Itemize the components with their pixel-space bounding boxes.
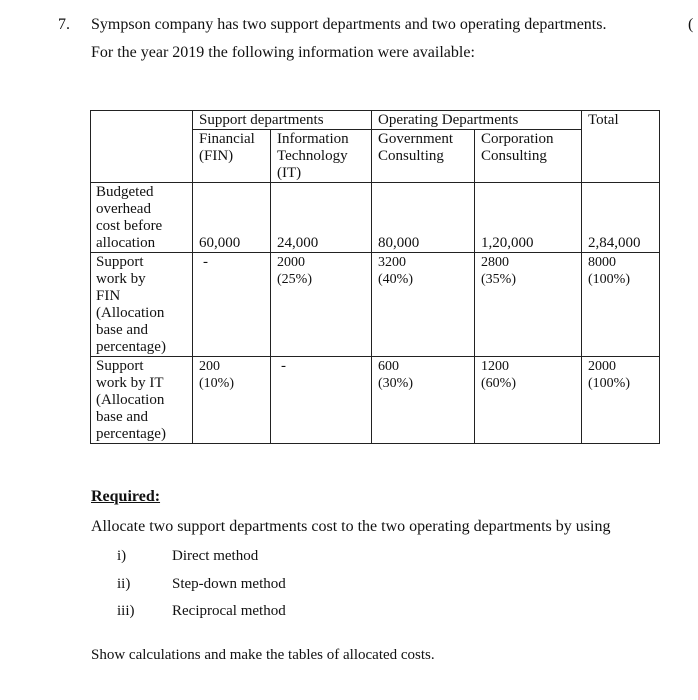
amount: 2800 xyxy=(481,255,510,270)
it-header xyxy=(271,130,372,183)
fin-header-line1: Financial xyxy=(199,131,255,147)
closing-instruction: Show calculations and make the tables of allocated costs. xyxy=(91,647,435,663)
amount: 3200 xyxy=(378,255,407,270)
method-label: Step-down method xyxy=(172,576,286,592)
amount: 2000 xyxy=(277,255,305,270)
row-label-line: percentage) xyxy=(96,339,166,355)
amount: 1200 xyxy=(481,359,510,374)
support-departments-header: Support departments xyxy=(193,111,372,130)
method-number: i) xyxy=(117,548,127,564)
row-label-line: allocation xyxy=(96,235,156,251)
row-label-line: work by IT xyxy=(96,375,164,391)
it-support-it-cell xyxy=(271,357,372,444)
row-label-line: Support xyxy=(96,254,144,270)
budgeted-overhead-label xyxy=(91,183,193,253)
it-header-line2: Technology xyxy=(277,148,348,164)
budgeted-gov-cell: 80,000 xyxy=(372,183,475,253)
fin-support-fin-cell xyxy=(193,253,271,357)
fin-support-row xyxy=(91,253,660,357)
row-label-line: overhead xyxy=(96,201,151,217)
fin-header-line2: (FIN) xyxy=(199,148,234,164)
row-label-line: cost before xyxy=(96,218,163,234)
percentage: (30%) xyxy=(378,376,414,391)
budgeted-fin-cell: 60,000 xyxy=(193,183,271,253)
method-number: ii) xyxy=(117,576,131,592)
row-label-line: percentage) xyxy=(96,426,166,442)
percentage: (60%) xyxy=(481,376,517,391)
fin-support-total-cell xyxy=(582,253,660,357)
row-label-line: work by xyxy=(96,271,146,287)
it-support-corp-cell xyxy=(475,357,582,444)
corp-header-line2: Consulting xyxy=(481,148,547,164)
it-support-total-cell xyxy=(582,357,660,444)
amount: 2000 xyxy=(588,359,617,374)
fin-header xyxy=(193,130,271,183)
corp-header xyxy=(475,130,582,183)
budgeted-corp-cell: 1,20,000 xyxy=(475,183,582,253)
question-number: 7. xyxy=(58,16,70,33)
amount: 8000 xyxy=(588,255,617,270)
gov-header xyxy=(372,130,475,183)
percentage: (10%) xyxy=(199,376,234,391)
row-label-line: Support xyxy=(96,358,144,374)
it-support-gov-cell xyxy=(372,357,475,444)
budgeted-total-cell: 2,84,000 xyxy=(582,183,660,253)
percentage: (100%) xyxy=(588,272,631,287)
row-label-line: base and xyxy=(96,409,149,425)
cut-off-character: ( xyxy=(688,16,694,33)
header-row-groups xyxy=(91,111,660,130)
row-label-line: Budgeted xyxy=(96,184,154,200)
percentage: (35%) xyxy=(481,272,517,287)
fin-support-corp-cell xyxy=(475,253,582,357)
required-heading: Required: xyxy=(91,488,161,505)
it-support-label xyxy=(91,357,193,444)
percentage: (40%) xyxy=(378,272,414,287)
operating-departments-header: Operating Departments xyxy=(372,111,582,130)
method-label: Direct method xyxy=(172,548,259,564)
row-label-line: FIN xyxy=(96,288,121,304)
percentage: (25%) xyxy=(277,272,312,287)
fin-support-it-cell xyxy=(271,253,372,357)
row-label-line: (Allocation xyxy=(96,392,165,408)
method-number: iii) xyxy=(117,603,135,619)
amount: 200 xyxy=(199,359,220,374)
question-line-2: For the year 2019 the following information were available: xyxy=(91,44,475,61)
amount: 600 xyxy=(378,359,400,374)
total-header: Total xyxy=(582,111,660,183)
percentage: (100%) xyxy=(588,376,631,391)
stub-header-cell xyxy=(91,111,193,183)
gov-header-line1: Government xyxy=(378,131,453,147)
corp-header-line1: Corporation xyxy=(481,131,554,147)
it-header-line1: Information xyxy=(277,131,349,147)
method-label: Reciprocal method xyxy=(172,603,286,619)
budgeted-overhead-row xyxy=(91,183,660,253)
dash: - xyxy=(203,254,208,270)
fin-support-label xyxy=(91,253,193,357)
it-header-line3: (IT) xyxy=(277,165,302,181)
row-label-line: base and xyxy=(96,322,149,338)
budgeted-it-cell: 24,000 xyxy=(271,183,372,253)
fin-support-gov-cell xyxy=(372,253,475,357)
question-line-1: Sympson company has two support departments and two operating departments. xyxy=(91,16,607,33)
row-label-line: (Allocation xyxy=(96,305,165,321)
it-support-fin-cell xyxy=(193,357,271,444)
it-support-row xyxy=(91,357,660,444)
gov-header-line2: Consulting xyxy=(378,148,444,164)
required-instruction: Allocate two support departments cost to the two operating departments by using xyxy=(91,518,611,535)
dash: - xyxy=(281,358,286,374)
allocation-table xyxy=(90,110,660,444)
